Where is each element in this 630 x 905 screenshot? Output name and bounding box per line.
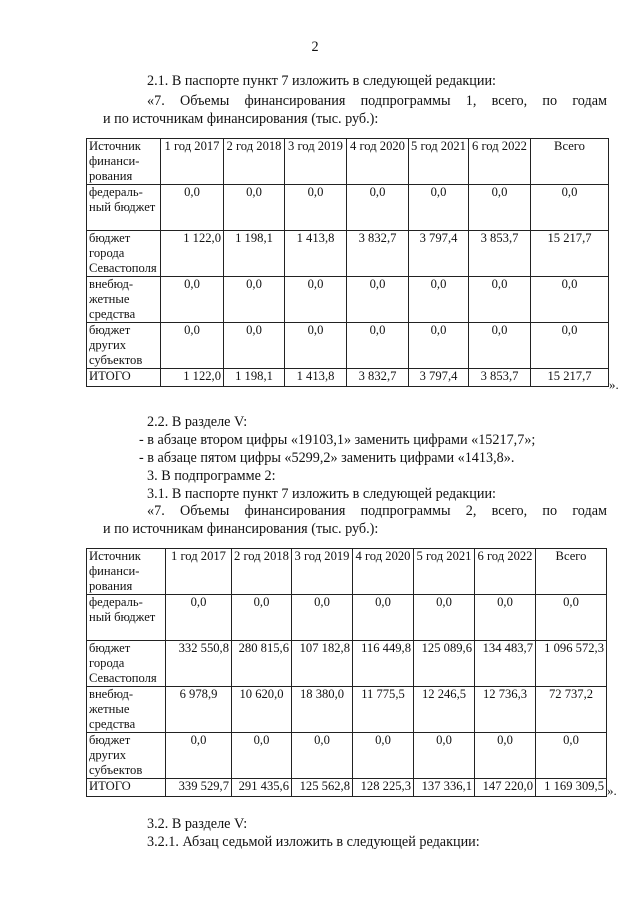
table-cell: 0,0 — [161, 277, 224, 323]
table-cell: 0,0 — [414, 595, 475, 641]
table-cell: 0,0 — [414, 733, 475, 779]
table-header-cell: 6 год 2022 — [469, 139, 531, 185]
table-cell: 3 832,7 — [347, 231, 409, 277]
table-cell: 0,0 — [224, 323, 285, 369]
table-header-cell: 2 год 2018 — [224, 139, 285, 185]
table-cell: 332 550,8 — [166, 641, 232, 687]
table-total-row — [87, 779, 607, 797]
table-cell: 0,0 — [285, 323, 347, 369]
table-cell: 0,0 — [292, 595, 353, 641]
table-header-cell: Источник финанси-рования — [87, 549, 166, 595]
table-cell: 125 562,8 — [292, 779, 353, 797]
table-cell: 15 217,7 — [531, 231, 609, 277]
table-cell: 0,0 — [161, 185, 224, 231]
table-cell: 12 246,5 — [414, 687, 475, 733]
section-3-2-heading: 3.2. В разделе V: — [147, 816, 248, 832]
table-cell: федераль-ный бюджет — [87, 595, 166, 641]
section-3-heading: 3. В подпрограмме 2: — [147, 468, 276, 484]
section-3-2-1-heading: 3.2.1. Абзац седьмой изложить в следующей редакции: — [147, 834, 480, 850]
table-cell: федераль-ный бюджет — [87, 185, 161, 231]
section-3-1-quote-line1: «7. Объемы финансирования подпрограммы 2, всего, по годам — [147, 503, 607, 519]
table-header-cell: Источник финанси-рования — [87, 139, 161, 185]
table-cell: 0,0 — [409, 323, 469, 369]
table-cell: 12 736,3 — [475, 687, 536, 733]
table-cell: 10 620,0 — [232, 687, 292, 733]
table-header-cell: 3 год 2019 — [292, 549, 353, 595]
financing-table-subprogram-2 — [86, 548, 607, 797]
table-cell: 15 217,7 — [531, 369, 609, 387]
table-row — [87, 185, 609, 231]
table-2-closing-quote: ». — [607, 783, 617, 798]
section-2-2-heading: 2.2. В разделе V: — [147, 414, 248, 430]
table-cell: 18 380,0 — [292, 687, 353, 733]
table-cell: 0,0 — [531, 277, 609, 323]
section-2-2-item-2: - в абзаце пятом цифры «5299,2» заменить цифрами «1413,8». — [139, 450, 515, 466]
table-cell: 0,0 — [469, 323, 531, 369]
table-cell: 0,0 — [166, 595, 232, 641]
table-header-cell: 6 год 2022 — [475, 549, 536, 595]
table-cell: 1 198,1 — [224, 369, 285, 387]
table-row — [87, 687, 607, 733]
table-cell: 125 089,6 — [414, 641, 475, 687]
table-cell: 0,0 — [347, 185, 409, 231]
table-cell: 11 775,5 — [353, 687, 414, 733]
table-cell: 0,0 — [232, 733, 292, 779]
table-cell: 3 853,7 — [469, 231, 531, 277]
table-row — [87, 277, 609, 323]
table-cell: внебюд-жетные средства — [87, 277, 161, 323]
table-row — [87, 595, 607, 641]
table-cell: 0,0 — [536, 595, 607, 641]
table-cell: 72 737,2 — [536, 687, 607, 733]
section-2-2-item-1: - в абзаце втором цифры «19103,1» заменить цифрами «15217,7»; — [139, 432, 536, 448]
table-cell: 0,0 — [347, 277, 409, 323]
table-cell: 1 122,0 — [161, 231, 224, 277]
table-cell: 0,0 — [469, 277, 531, 323]
table-cell: 0,0 — [285, 185, 347, 231]
section-2-1-heading: 2.1. В паспорте пункт 7 изложить в следующей редакции: — [147, 73, 496, 89]
table-header-cell: Всего — [536, 549, 607, 595]
table-cell: 1 413,8 — [285, 369, 347, 387]
table-cell: бюджет города Севастополя — [87, 641, 166, 687]
table-cell: 3 797,4 — [409, 231, 469, 277]
table-cell: внебюд-жетные средства — [87, 687, 166, 733]
table-cell: 128 225,3 — [353, 779, 414, 797]
table-cell: 116 449,8 — [353, 641, 414, 687]
table-header-cell: 4 год 2020 — [353, 549, 414, 595]
page-number: 2 — [311, 39, 319, 55]
table-cell: 0,0 — [224, 277, 285, 323]
table-cell: 0,0 — [353, 595, 414, 641]
table-cell: 0,0 — [292, 733, 353, 779]
table-cell: 0,0 — [232, 595, 292, 641]
table-cell: 0,0 — [353, 733, 414, 779]
table-header-cell: 1 год 2017 — [166, 549, 232, 595]
table-header-cell: 3 год 2019 — [285, 139, 347, 185]
table-cell: 0,0 — [536, 733, 607, 779]
table-cell: 0,0 — [166, 733, 232, 779]
table-cell: 134 483,7 — [475, 641, 536, 687]
table-cell: бюджет других субъектов — [87, 733, 166, 779]
table-cell: ИТОГО — [87, 779, 166, 797]
table-cell: бюджет других субъектов — [87, 323, 161, 369]
table-cell: 3 797,4 — [409, 369, 469, 387]
table-cell: 147 220,0 — [475, 779, 536, 797]
table-cell: 6 978,9 — [166, 687, 232, 733]
section-3-1-heading: 3.1. В паспорте пункт 7 изложить в следующей редакции: — [147, 486, 496, 502]
table-cell: 0,0 — [531, 185, 609, 231]
section-2-1-quote-line1: «7. Объемы финансирования подпрограммы 1, всего, по годам — [147, 93, 607, 109]
table-cell: 1 413,8 — [285, 231, 347, 277]
table-cell: 107 182,8 — [292, 641, 353, 687]
table-cell: 0,0 — [161, 323, 224, 369]
table-cell: 1 198,1 — [224, 231, 285, 277]
table-header-cell: Всего — [531, 139, 609, 185]
table-header-cell: 2 год 2018 — [232, 549, 292, 595]
table-row — [87, 733, 607, 779]
table-cell: 137 336,1 — [414, 779, 475, 797]
table-cell: бюджет города Севастополя — [87, 231, 161, 277]
section-2-1-quote-line2: и по источникам финансирования (тыс. руб.): — [103, 111, 379, 127]
table-cell: 1 096 572,3 — [536, 641, 607, 687]
table-header-cell: 5 год 2021 — [414, 549, 475, 595]
table-row — [87, 323, 609, 369]
table-cell: 0,0 — [475, 733, 536, 779]
table-row — [87, 231, 609, 277]
table-cell: 0,0 — [469, 185, 531, 231]
table-cell: 1 122,0 — [161, 369, 224, 387]
financing-table-subprogram-1 — [86, 138, 609, 387]
table-cell: 3 832,7 — [347, 369, 409, 387]
table-cell: 0,0 — [409, 185, 469, 231]
table-cell: 3 853,7 — [469, 369, 531, 387]
table-total-row — [87, 369, 609, 387]
table-cell: 339 529,7 — [166, 779, 232, 797]
table-cell: 1 169 309,5 — [536, 779, 607, 797]
table-1-closing-quote: ». — [609, 377, 619, 392]
table-header-cell: 5 год 2021 — [409, 139, 469, 185]
table-cell: 280 815,6 — [232, 641, 292, 687]
table-cell: 291 435,6 — [232, 779, 292, 797]
section-3-1-quote-line2: и по источникам финансирования (тыс. руб.): — [103, 521, 379, 537]
table-cell: ИТОГО — [87, 369, 161, 387]
table-row — [87, 641, 607, 687]
table-cell: 0,0 — [531, 323, 609, 369]
table-cell: 0,0 — [224, 185, 285, 231]
table-header-cell: 1 год 2017 — [161, 139, 224, 185]
table-cell: 0,0 — [409, 277, 469, 323]
table-cell: 0,0 — [285, 277, 347, 323]
table-cell: 0,0 — [475, 595, 536, 641]
table-header-cell: 4 год 2020 — [347, 139, 409, 185]
table-cell: 0,0 — [347, 323, 409, 369]
